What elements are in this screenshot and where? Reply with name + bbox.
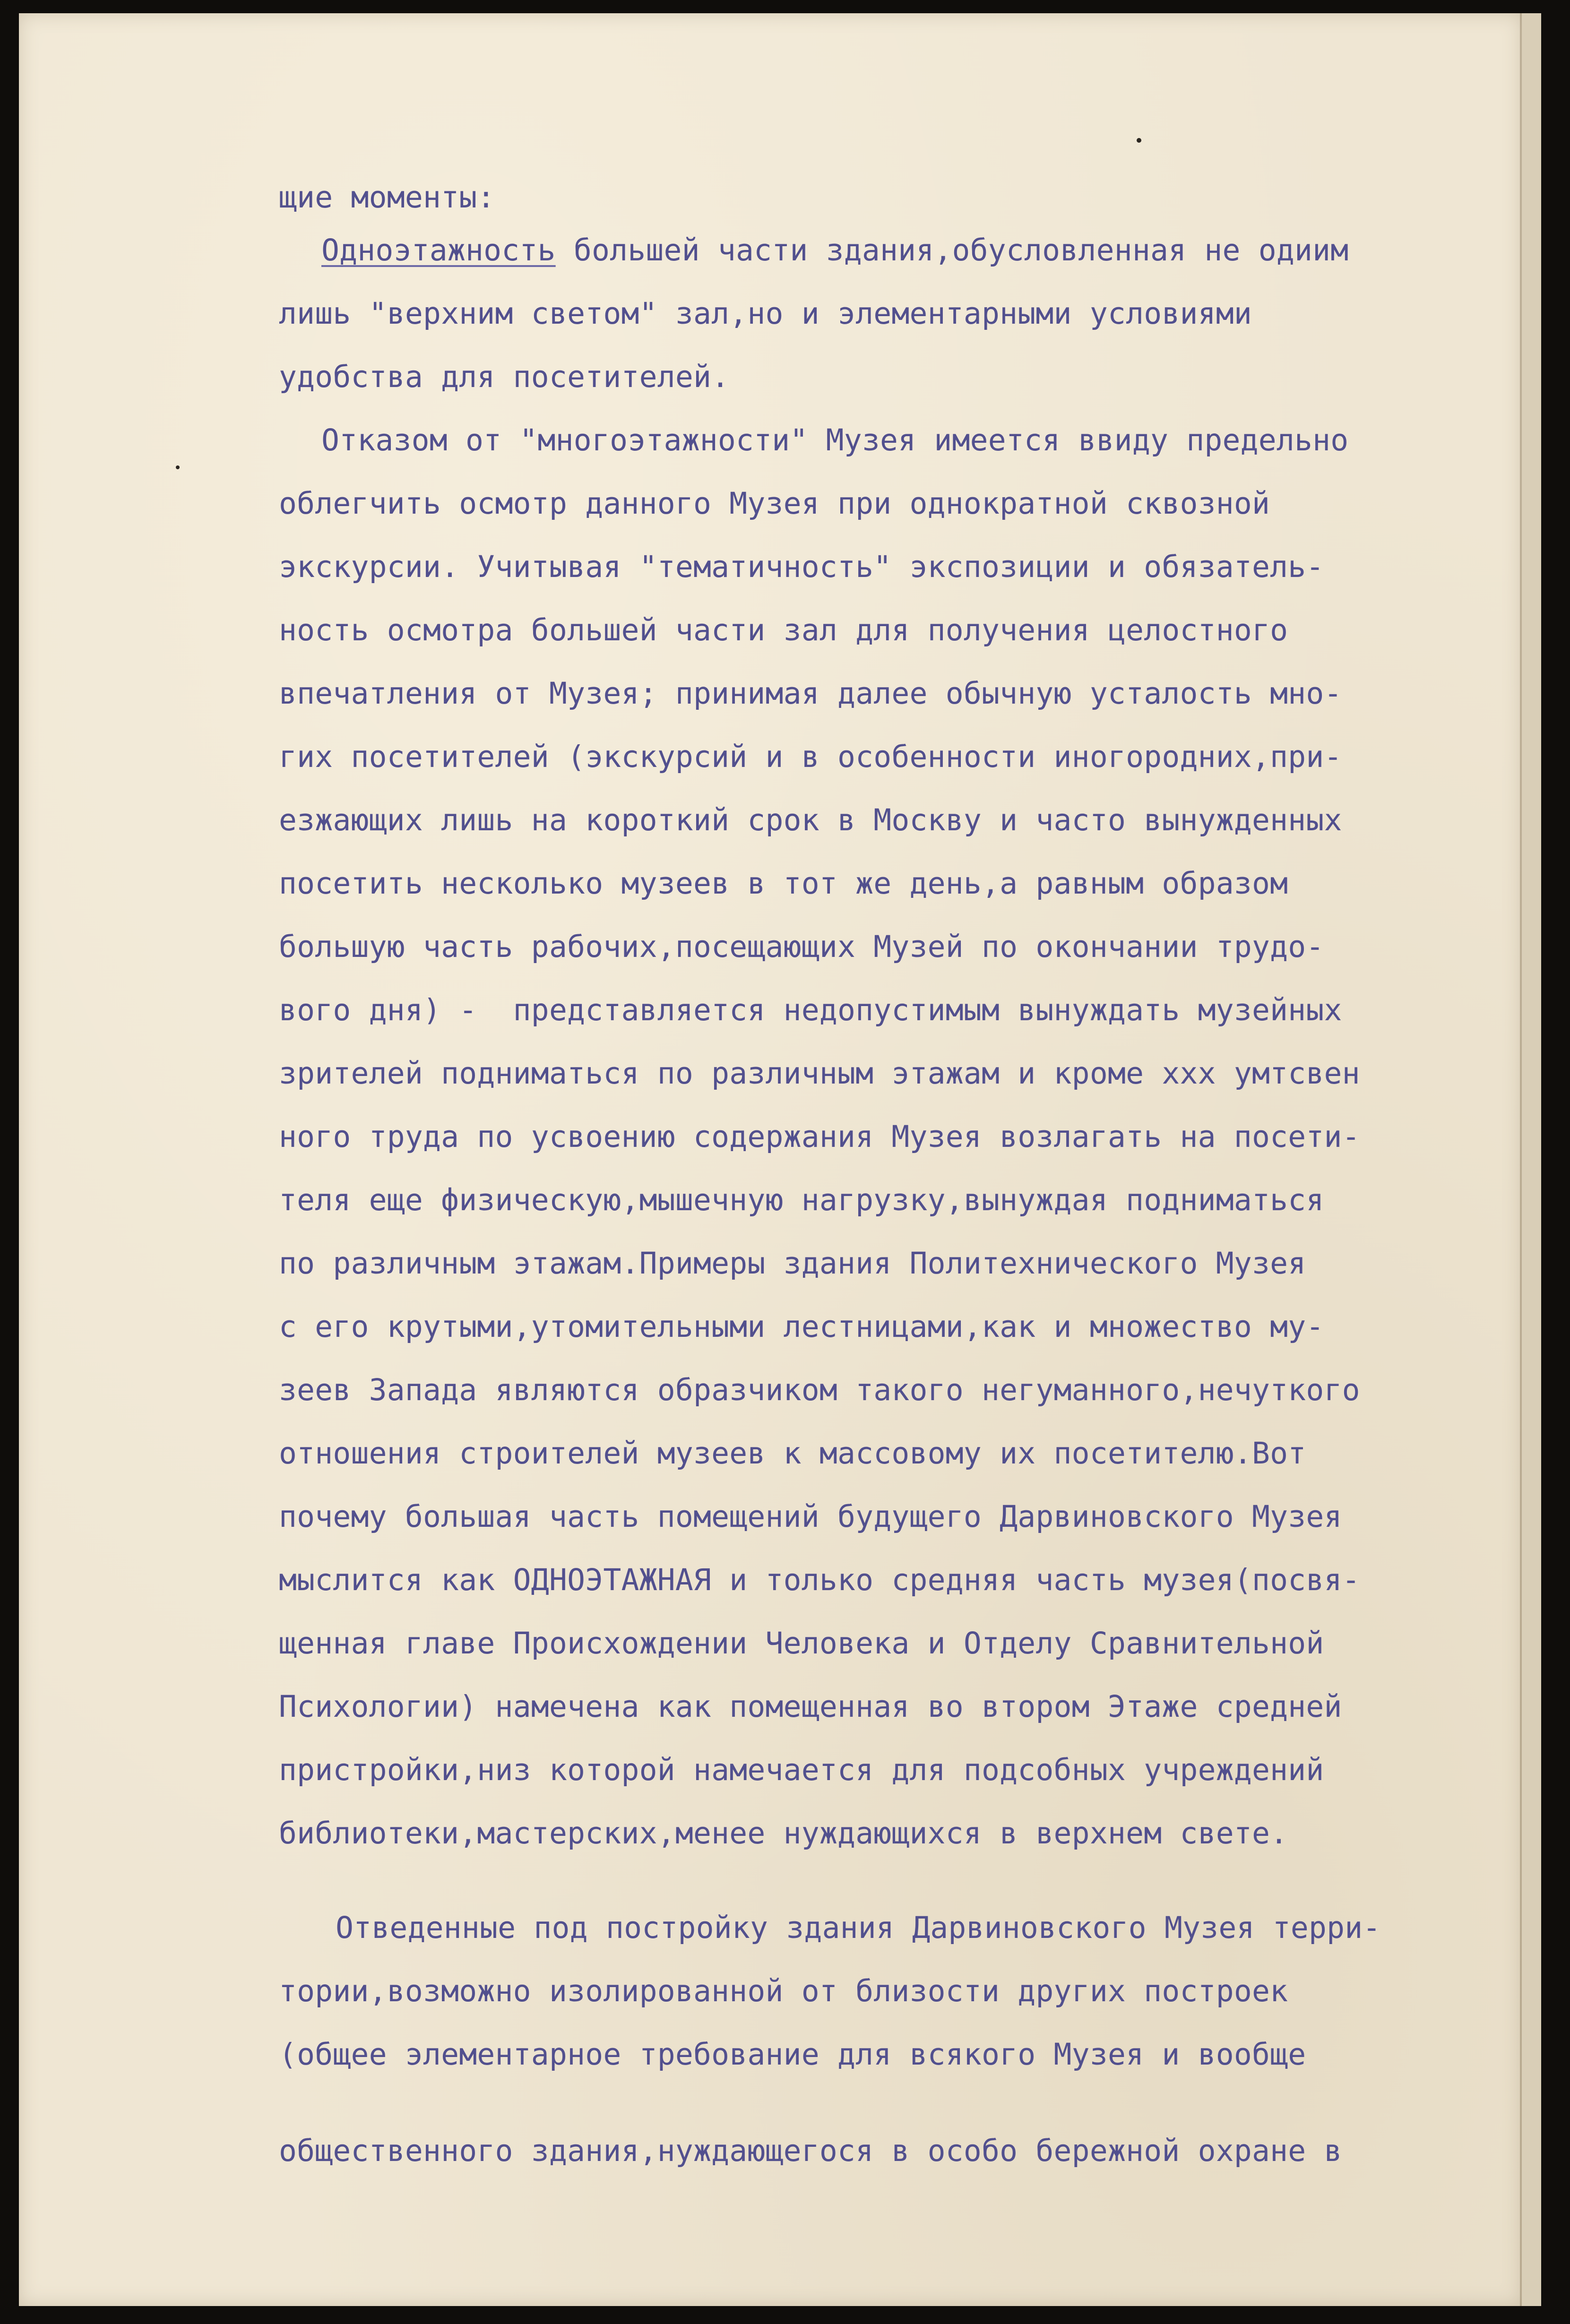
line-text: по различным этажам.Примеры здания Политехнического Музея bbox=[279, 1246, 1306, 1281]
text-line bbox=[279, 1309, 1324, 1344]
line-text: ность осмотра большей части зал для получения целостного bbox=[279, 613, 1288, 647]
text-line bbox=[279, 2037, 1306, 2072]
text-line bbox=[279, 1499, 1342, 1534]
text-line bbox=[321, 235, 1348, 265]
text-line bbox=[279, 362, 729, 392]
text-line bbox=[279, 615, 1288, 645]
line-text: теля еще физическую,мышечную нагрузку,вынуждая подниматься bbox=[279, 1183, 1324, 1217]
text-line bbox=[279, 1185, 1324, 1215]
line-text: экскурсии. Учитывая "тематичность" экспозиции и обязатель- bbox=[279, 550, 1324, 584]
paper-speck bbox=[176, 465, 180, 469]
underlined-word: Одноэтажность bbox=[321, 233, 556, 267]
text-line bbox=[279, 296, 1252, 331]
line-text: пристройки,низ которой намечается для подсобных учреждений bbox=[279, 1753, 1324, 1787]
text-line bbox=[279, 1816, 1288, 1851]
line-text: зеев Запада являются образчиком такого негуманного,нечуткого bbox=[279, 1373, 1360, 1407]
text-line bbox=[279, 1755, 1324, 1785]
text-line bbox=[336, 1913, 1381, 1943]
line-text: облегчить осмотр данного Музея при однократной сквозной bbox=[279, 486, 1270, 521]
text-line bbox=[279, 1119, 1360, 1154]
line-text: общественного здания,нуждающегося в особо бережной охране в bbox=[279, 2134, 1342, 2168]
text-line bbox=[279, 932, 1324, 962]
text-line bbox=[279, 180, 495, 215]
line-text: (общее элементарное требование для всякого Музея и вообще bbox=[279, 2037, 1306, 2072]
line-text: впечатления от Музея; принимая далее обычную усталость мно- bbox=[279, 676, 1342, 711]
line-text: ного труда по усвоению содержания Музея возлагать на посети- bbox=[279, 1119, 1360, 1154]
line-text: отношения строителей музеев к массовому их посетителю.Вот bbox=[279, 1436, 1306, 1471]
text-line bbox=[279, 552, 1324, 582]
page-edge bbox=[1520, 13, 1522, 2306]
document-page bbox=[19, 13, 1522, 2306]
line-text: Отведенные под постройку здания Дарвиновского Музея терри- bbox=[336, 1911, 1381, 1945]
text-line bbox=[279, 1375, 1360, 1405]
text-line bbox=[321, 425, 1348, 455]
text-line bbox=[279, 1436, 1306, 1471]
text-line bbox=[279, 1626, 1324, 1661]
line-text: большую часть рабочих,посещающих Музей по окончании трудо- bbox=[279, 930, 1324, 964]
line-text: езжающих лишь на короткий срок в Москву и часто вынужденных bbox=[279, 803, 1342, 837]
line-text: мыслится как ОДНОЭТАЖНАЯ и только средняя часть музея(посвя- bbox=[279, 1563, 1360, 1597]
line-text: удобства для посетителей. bbox=[279, 360, 730, 394]
paper-speck bbox=[1137, 138, 1141, 143]
line-text: тории,возможно изолированной от близости других построек bbox=[279, 1974, 1288, 2008]
line-text: вого дня) - представляется недопустимым вынуждать музейных bbox=[279, 993, 1342, 1027]
text-line bbox=[279, 1246, 1306, 1281]
line-text: почему большая часть помещений будущего Дарвиновского Музея bbox=[279, 1499, 1342, 1534]
line-text: щенная главе Происхождении Человека и Отделу Сравнительной bbox=[279, 1626, 1324, 1661]
text-line bbox=[279, 805, 1342, 835]
text-line bbox=[279, 866, 1288, 901]
line-text: с его крутыми,утомительными лестницами,как и множество му- bbox=[279, 1309, 1324, 1344]
line-text: посетить несколько музеев в тот же день,а равным образом bbox=[279, 866, 1288, 901]
line-text: гих посетителей (экскурсий и в особенности иногородних,при- bbox=[279, 740, 1342, 774]
text-line bbox=[279, 742, 1342, 772]
line-text: зрителей подниматься по различным этажам и кроме xxx умтсвен bbox=[279, 1056, 1360, 1091]
text-line bbox=[279, 1976, 1288, 2006]
line-text: большей части здания,обусловленная не одиим bbox=[555, 233, 1349, 267]
text-line bbox=[279, 1689, 1342, 1724]
text-line bbox=[279, 1565, 1360, 1595]
text-line bbox=[279, 995, 1342, 1025]
text-line bbox=[279, 486, 1270, 521]
line-text: Психологии) намечена как помещенная во втором Этаже средней bbox=[279, 1689, 1342, 1724]
text-line bbox=[279, 676, 1342, 711]
text-line bbox=[279, 1056, 1360, 1091]
line-text: библиотеки,мастерских,менее нуждающихся в верхнем свете. bbox=[279, 1816, 1288, 1851]
text-line bbox=[279, 2136, 1342, 2166]
line-text: щие моменты: bbox=[279, 180, 495, 215]
line-text: лишь "верхним светом" зал,но и элементарными условиями bbox=[279, 296, 1252, 331]
line-text: Отказом от "многоэтажности" Музея имеется ввиду предельно bbox=[321, 423, 1349, 457]
